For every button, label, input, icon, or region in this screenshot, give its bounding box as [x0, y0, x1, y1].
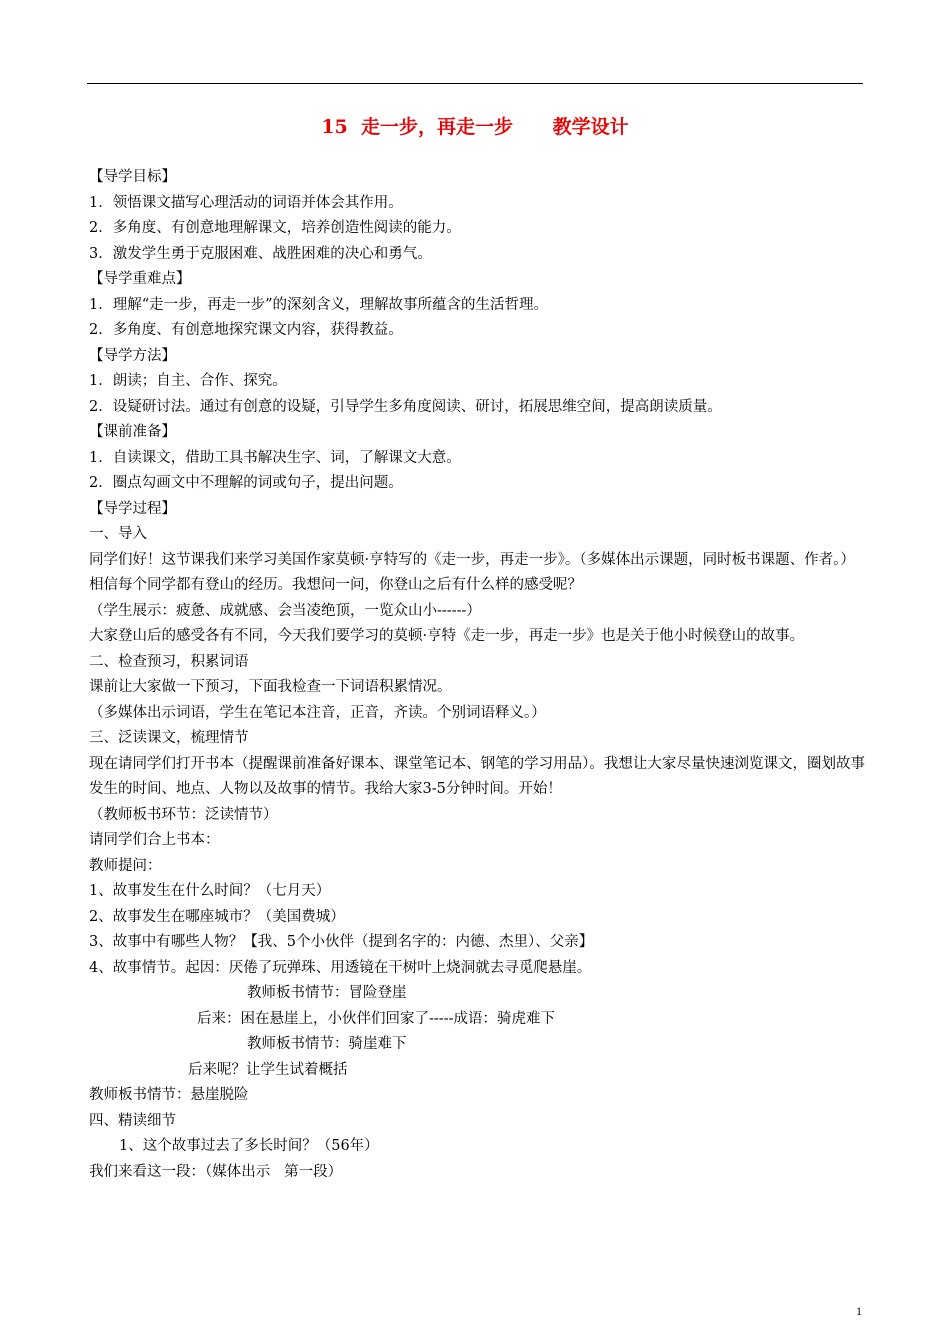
- heading-key-points: 【导学重难点】: [89, 271, 191, 287]
- section-heading-close-reading: 四、精读细节: [89, 1112, 176, 1129]
- objective-item: 2．多角度、有创意地理解课文，培养创造性阅读的能力。: [89, 220, 461, 236]
- document-body: [89, 165, 865, 1185]
- header-rule: [87, 83, 863, 84]
- reading-instruction: 请同学们合上书本：: [89, 832, 220, 848]
- student-answers: （学生展示：疲惫、成就感、会当凌绝顶，一览众山小------）: [89, 602, 481, 619]
- section-heading-vocabulary: 二、检查预习，积累词语: [89, 653, 249, 670]
- heading-preparation: 【课前准备】: [89, 424, 176, 440]
- document-title: 15 走一步，再走一步 教学设计: [321, 116, 629, 138]
- plot-prompt: 后来呢？让学生试着概括: [188, 1061, 348, 1078]
- section-heading-reading: 三、泛读课文，梳理情节: [89, 730, 249, 746]
- reading-paragraph: 现在请同学们打开书本（提醒课前准备好课本、课堂笔记本、钢笔的学习用品）。我想让大家尽量快速浏览课文，圈划故事发生的时间、地点、人物以及故事的情节。我给大家3-5分钟时间。开始！: [89, 755, 865, 797]
- heading-methods: 【导学方法】: [89, 347, 176, 364]
- plot-development: 后来：困在悬崖上，小伙伴们回家了-----成语：骑虎难下: [197, 1010, 555, 1027]
- preparation-item: 1．自读课文，借助工具书解决生字、词，了解课文大意。: [89, 449, 461, 466]
- method-item: 2．设疑研讨法。通过有创意的设疑，引导学生多角度阅读、研讨，拓展思维空间，提高朗读质量。: [89, 398, 722, 415]
- preparation-item: 2．圈点勾画文中不理解的词或句子，提出问题。: [89, 475, 403, 491]
- section-heading-intro: 一、导入: [89, 526, 147, 542]
- vocabulary-instruction: 课前让大家做一下预习，下面我检查一下词语积累情况。: [89, 679, 452, 695]
- question-item: 1、故事发生在什么时间？（七月天）: [89, 883, 331, 899]
- teacher-question-label: 教师提问：: [89, 857, 162, 874]
- heading-objectives: 【导学目标】: [89, 169, 176, 185]
- question-item: 3、故事中有哪些人物？【我、5个小伙伴（提到名字的：内德、杰里）、父亲】: [89, 934, 594, 950]
- objective-item: 1．领悟课文描写心理活动的词语并体会其作用。: [89, 194, 403, 211]
- question-item: 1、这个故事过去了多长时间？（56年）: [119, 1138, 379, 1154]
- media-instruction: 我们来看这一段：（媒体出示 第一段）: [89, 1163, 343, 1180]
- page-number: 1: [856, 1304, 862, 1318]
- objective-item: 3．激发学生勇于克服困难、战胜困难的决心和勇气。: [89, 245, 432, 262]
- heading-process: 【导学过程】: [89, 500, 176, 517]
- key-point-item: 1．理解“走一步，再走一步”的深刻含义，理解故事所蕴含的生活哲理。: [89, 296, 549, 313]
- plot-board-note: 教师板书情节：骑崖难下: [247, 1036, 407, 1052]
- intro-paragraph-2: 大家登山后的感受各有不同，今天我们要学习的莫顿·亨特《走一步，再走一步》也是关于他小时候登山的故事。: [89, 628, 805, 644]
- board-note: （教师板书环节：泛读情节）: [89, 806, 278, 823]
- intro-question: 相信每个同学都有登山的经历。我想问一问，你登山之后有什么样的感受呢？: [89, 577, 582, 593]
- intro-paragraph: 同学们好！这节课我们来学习美国作家莫顿·亨特写的《走一步，再走一步》。（多媒体出示课题，同时板书课题、作者。）: [89, 551, 855, 568]
- board-note: 教师板书情节：悬崖脱险: [89, 1087, 249, 1103]
- question-item: 4、故事情节。起因：厌倦了玩弹珠、用透镜在干树叶上烧洞就去寻觅爬悬崖。: [89, 959, 592, 976]
- vocabulary-activity: （多媒体出示词语，学生在笔记本注音，正音，齐读。个别词语释义。）: [89, 704, 546, 721]
- plot-board-note: 教师板书情节：冒险登崖: [247, 985, 407, 1001]
- method-item: 1．朗读；自主、合作、探究。: [89, 373, 287, 389]
- key-point-item: 2．多角度、有创意地探究课文内容，获得教益。: [89, 322, 403, 338]
- question-item: 2、故事发生在哪座城市？（美国费城）: [89, 908, 345, 925]
